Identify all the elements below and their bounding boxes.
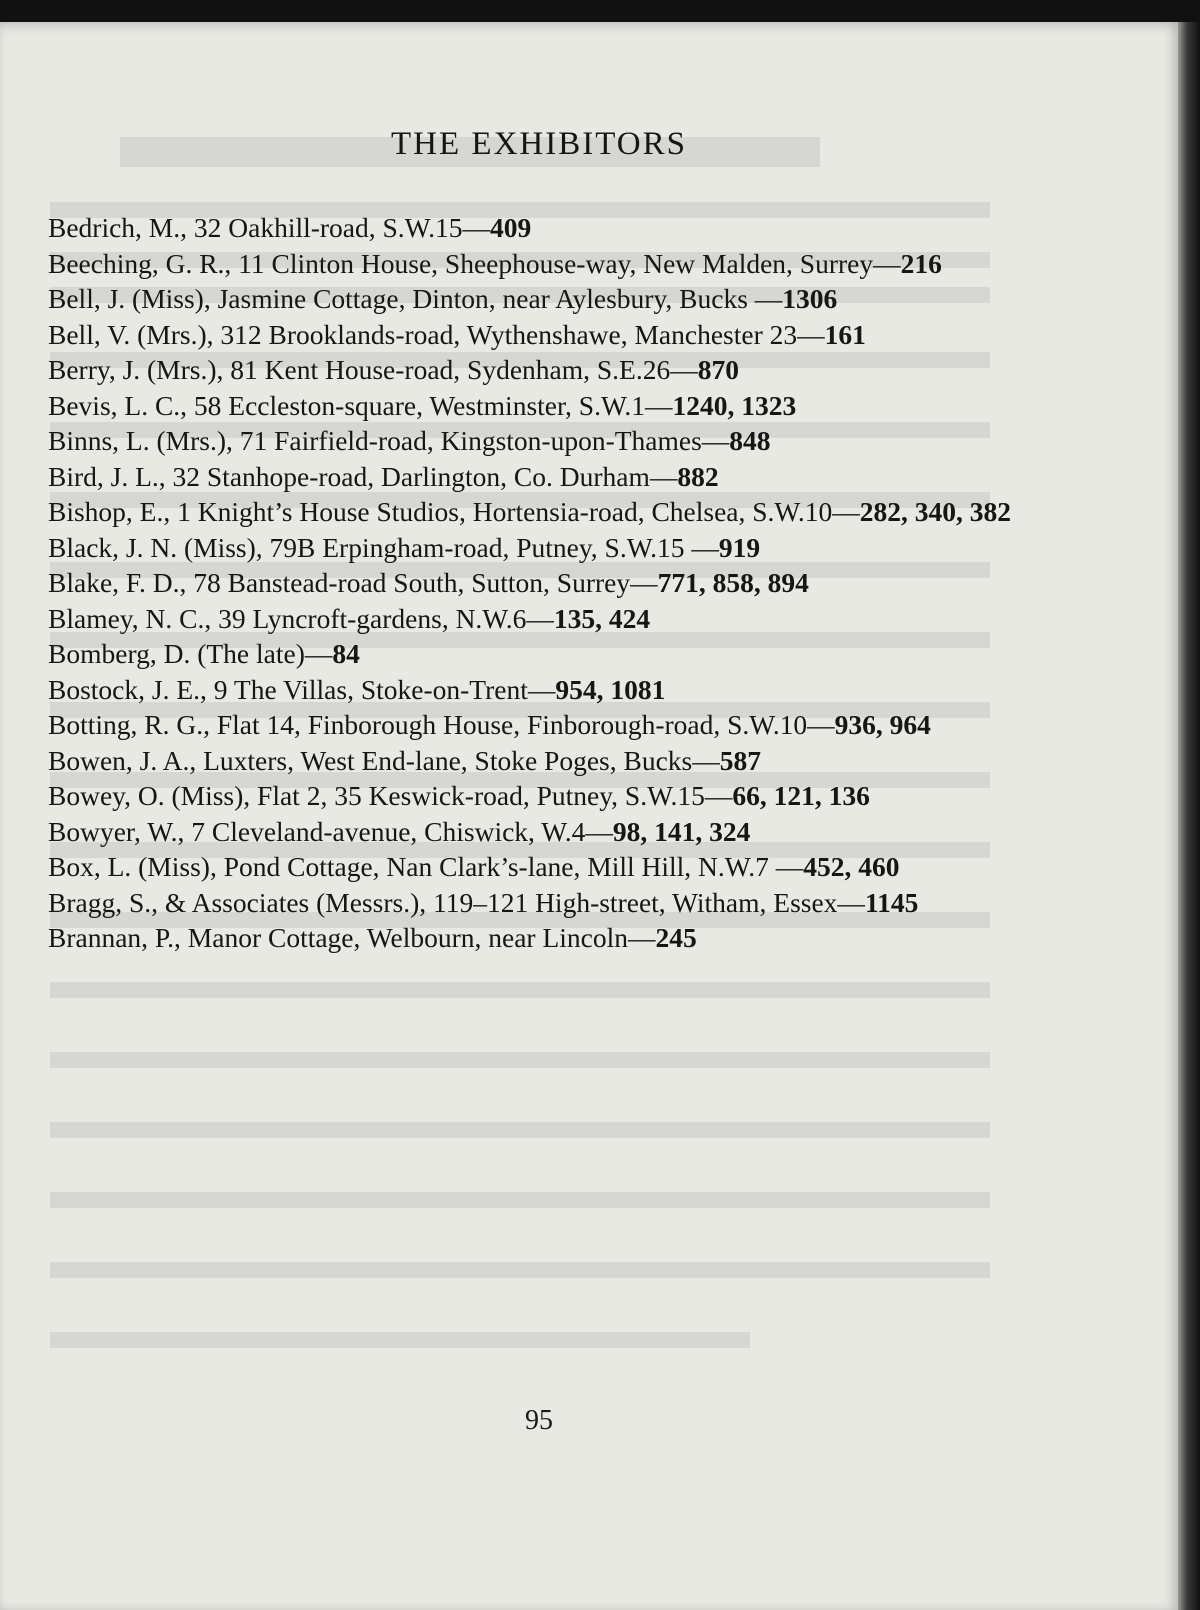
exhibitor-list xyxy=(48,210,1028,956)
list-item: Bomberg, D. (The late)—84 xyxy=(48,638,360,669)
list-item: Botting, R. G., Flat 14, Finborough House, Finborough-road, S.W.10—936, 964 xyxy=(48,709,931,740)
list-item: Black, J. N. (Miss), 79B Erpingham-road, Putney, S.W.15 —919 xyxy=(48,531,761,563)
page-edge xyxy=(1178,22,1200,1610)
page-number: 95 xyxy=(525,1405,553,1436)
list-item: Blake, F. D., 78 Banstead-road South, Sutton, Surrey—771, 858, 894 xyxy=(48,567,809,598)
list-item: Bell, J. (Miss), Jasmine Cottage, Dinton, near Aylesbury, Bucks —1306 xyxy=(48,283,838,314)
list-item: Beeching, G. R., 11 Clinton House, Sheephouse-way, New Malden, Surrey—216 xyxy=(48,247,942,279)
list-item: Bevis, L. C., 58 Eccleston-square, Westminster, S.W.1—1240, 1323 xyxy=(48,389,797,421)
list-item: Bowey, O. (Miss), Flat 2, 35 Keswick-road, Putney, S.W.15—66, 121, 136 xyxy=(48,780,870,811)
list-item: Bowyer, W., 7 Cleveland-avenue, Chiswick, W.4—98, 141, 324 xyxy=(48,815,751,847)
list-item: Box, L. (Miss), Pond Cottage, Nan Clark’s-lane, Mill Hill, N.W.7 —452, 460 xyxy=(48,851,900,882)
list-item: Bell, V. (Mrs.), 312 Brooklands-road, Wythenshawe, Manchester 23—161 xyxy=(48,318,866,350)
list-item: Bowen, J. A., Luxters, West End-lane, Stoke Poges, Bucks—587 xyxy=(48,744,761,776)
book-page xyxy=(0,22,1178,1610)
page-title: THE EXHIBITORS xyxy=(391,126,687,162)
list-item: Binns, L. (Mrs.), 71 Fairfield-road, Kingston-upon-Thames—848 xyxy=(48,425,771,456)
list-item: Bishop, E., 1 Knight’s House Studios, Hortensia-road, Chelsea, S.W.10—282, 340, 382 xyxy=(48,496,1011,527)
list-item: Blamey, N. C., 39 Lyncroft-gardens, N.W.6—135, 424 xyxy=(48,602,651,634)
list-item: Bragg, S., & Associates (Messrs.), 119–121 High-street, Witham, Essex—1145 xyxy=(48,886,919,918)
list-item: Brannan, P., Manor Cottage, Welbourn, near Lincoln—245 xyxy=(48,922,697,953)
list-item: Bedrich, M., 32 Oakhill-road, S.W.15—409 xyxy=(48,212,532,243)
list-item: Bostock, J. E., 9 The Villas, Stoke-on-Trent—954, 1081 xyxy=(48,673,666,705)
list-item: Bird, J. L., 32 Stanhope-road, Darlington, Co. Durham—882 xyxy=(48,460,719,492)
list-item: Berry, J. (Mrs.), 81 Kent House-road, Sydenham, S.E.26—870 xyxy=(48,354,739,385)
